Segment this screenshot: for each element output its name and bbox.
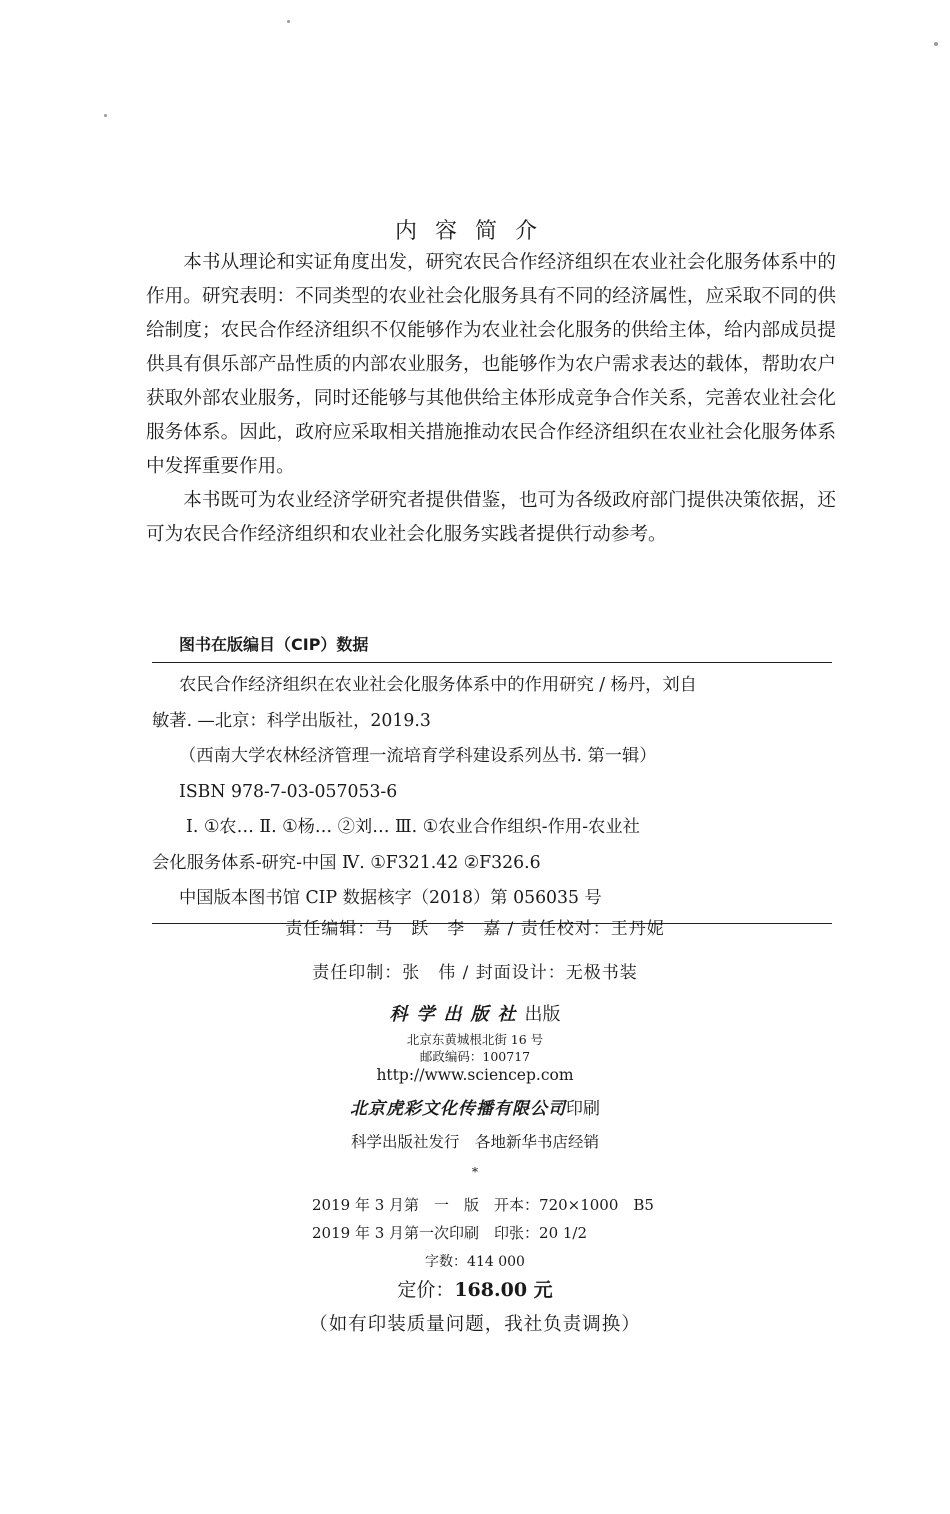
printing-line: 2019 年 3 月第一次印刷 印张：20 1/2 [312,1224,588,1242]
publisher-website: http://www.sciencep.com [376,1066,574,1084]
printer-line [0,1094,950,1119]
price-value: 168.00 元 [454,1279,553,1301]
publisher-postcode: 邮政编码：100717 [419,1049,531,1064]
separator-asterisk: * [471,1164,479,1179]
printer-name: 北京虎彩文化传播有限公司 [350,1099,566,1119]
publisher-line [0,1000,950,1026]
price-label: 定价： [397,1279,455,1301]
publisher-address: 北京东黄城根北街 16 号 [406,1032,544,1047]
cip-classification: 会化服务体系-研究-中国 Ⅳ. ①F321.42 ②F326.6 [152,852,541,873]
publisher-suffix: 出版 [524,1004,561,1025]
cip-isbn: ISBN 978-7-03-057053-6 [179,781,398,802]
printer-suffix: 印刷 [566,1099,600,1119]
cip-classification: Ⅰ. ①农… Ⅱ. ①杨… ②刘… Ⅲ. ①农业合作组织-作用-农业社 [186,817,640,837]
scan-speck [104,114,107,117]
cip-body [152,663,832,923]
cip-title-line: 敏著. —北京：科学出版社，2019.3 [152,710,431,731]
publisher-name: 科学出版社 [389,1004,525,1025]
quality-notice: （如有印装质量问题，我社负责调换） [309,1314,641,1335]
distribution-line: 科学出版社发行 各地新华书店经销 [350,1133,599,1151]
cip-data-block [152,628,832,924]
printing-credits: 责任印制：张 伟 / 封面设计：无极书装 [312,963,638,983]
cip-title-line: 农民合作经济组织在农业社会化服务体系中的作用研究 / 杨丹，刘自 [179,675,697,695]
price-line [0,1275,950,1302]
edition-line: 2019 年 3 月第 一 版 开本：720×1000 B5 [312,1196,654,1214]
cip-heading: 图书在版编目（CIP）数据 [179,635,369,654]
editor-credits: 责任编辑：马 跃 李 嘉 / 责任校对：王丹妮 [285,919,665,939]
intro-text [146,246,836,552]
cip-series: （西南大学农林经济管理一流培育学科建设系列丛书. 第一辑） [179,746,657,766]
section-title: 内容简介 [394,219,555,244]
scan-speck [287,20,290,23]
scan-speck [934,42,938,46]
cip-number: 中国版本图书馆 CIP 数据核字（2018）第 056035 号 [179,888,602,908]
intro-paragraph: 本书从理论和实证角度出发，研究农民合作经济组织在农业社会化服务体系中的作用。研究表明：不同类型的农业社会化服务具有不同的经济属性，应采取不同的供给制度；农民合作经济组织不仅能够作为农业社会化服务的供给主体，给内部成员提供具有俱乐部产品性质的内部农业服务，也能够作为农户需求表达的载体，帮助农户获取外部农业服务，同时还能够与其他供给主体形成竞争合作关系，完善农业社会化服务体系。因此，政府应采取相关措施推动农民合作经济组织在农业社会化服务体系中发挥重要作用。 [146,252,836,477]
word-count: 字数：414 000 [425,1254,525,1270]
intro-paragraph: 本书既可为农业经济学研究者提供借鉴，也可为各级政府部门提供决策依据，还可为农民合作经济组织和农业社会化服务实践者提供行动参考。 [146,490,836,545]
